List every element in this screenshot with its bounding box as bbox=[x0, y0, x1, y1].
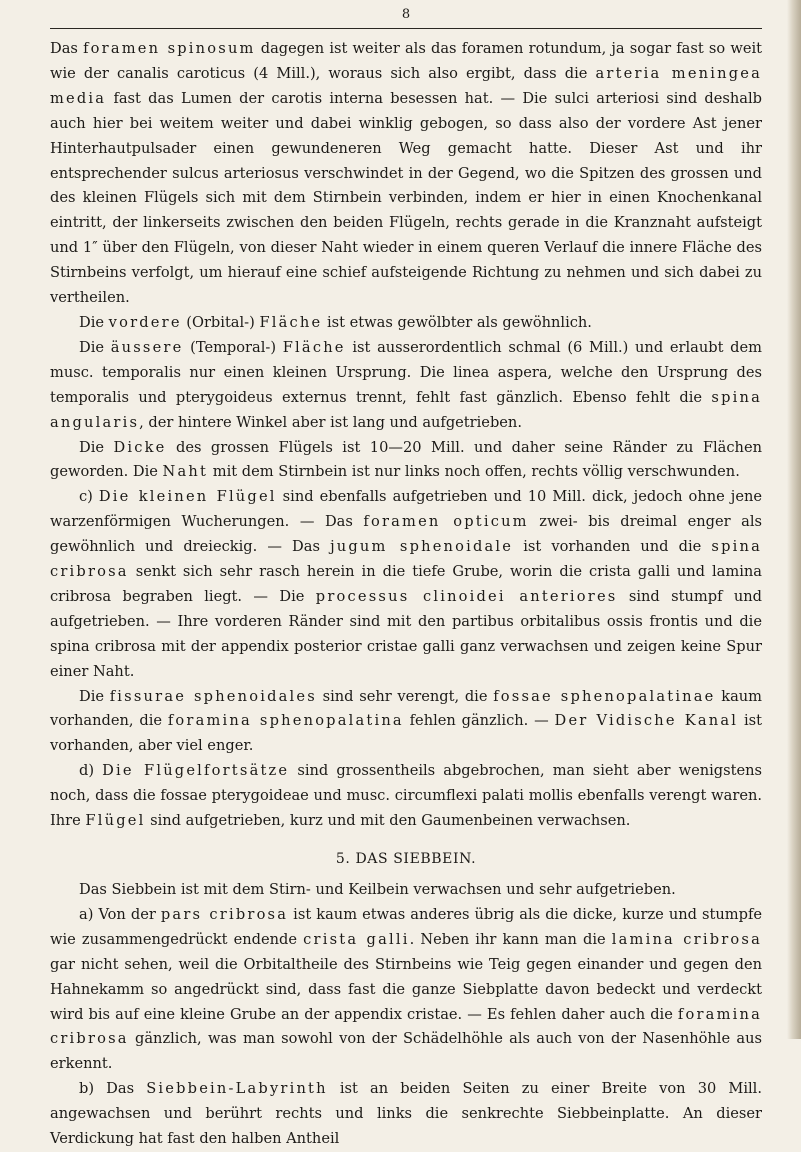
text-run: sind stumpf und aufgetrieben. — Ihre vorderen Ränder sind mit den partibus orbitalibus ossis frontis und die spina cribrosa mit der appendix posterior cristae galli ganz verwachsen und zeigen keine Spur einer Naht. bbox=[50, 587, 762, 680]
spaced-term: Flügel bbox=[85, 812, 146, 830]
text-run: b) Das bbox=[79, 1080, 147, 1098]
text-run: zwei- bis dreimal enger als gewöhnlich und dreieckig. — Das bbox=[50, 513, 762, 556]
page-edge-shadow bbox=[787, 0, 801, 1039]
text-run: dagegen ist weiter als das foramen rotundum, ja sogar fast so weit wie der canalis caroticus (4 Mill.), woraus sich also ergibt, dass die bbox=[50, 40, 762, 82]
text-run: fast das Lumen der carotis interna besessen hat. — Die sulci arteriosi sind deshalb auch hier bei weitem weiter und dabei winklig gebogen, so dass also der vordere Ast jener Hinterhautpulsader einen gewundeneren Weg gemacht hatte. Dieser Ast und ihr entsprechender sulcus arteriosus verschwindet in der Gegend, wo die Spitzen des grossen und des kleinen Flügels sich mit dem Stirnbein verbinden, indem er hier in einen Knochenkanal eintritt, der linkerseits zwischen den beiden Flügeln, rechts gerade in die Kranznaht aufsteigt und 1″ über den Flügeln, von dieser Naht wieder in einem queren Verlauf die innere Fläche des Stirnbeins verfolgt, um hierauf eine schief aufsteigende Richtung zu nehmen und sich dabei zu vertheilen. bbox=[50, 89, 762, 307]
paragraph bbox=[50, 1077, 762, 1152]
spaced-term: foramina sphenopalatina bbox=[167, 712, 404, 730]
spaced-term: Siebbein-Labyrinth bbox=[146, 1080, 328, 1098]
text-run: Die bbox=[79, 313, 109, 331]
text-run: , der hintere Winkel aber ist lang und aufgetrieben. bbox=[139, 413, 522, 431]
text-run: sind ebenfalls aufgetrieben und 10 Mill. dick, jedoch ohne jene warzenförmigen Wucherungen. — Das bbox=[50, 488, 762, 531]
text-run: sind aufgetrieben, kurz und mit den Gaumenbeinen verwachsen. bbox=[145, 812, 631, 830]
page bbox=[50, 6, 762, 1152]
text-run: ist vorhanden und die bbox=[513, 538, 712, 556]
spaced-term: crista galli bbox=[303, 930, 410, 948]
paragraph bbox=[50, 759, 762, 834]
paragraph bbox=[50, 485, 762, 684]
spaced-term: vordere bbox=[108, 313, 182, 331]
text-run: ist vorhanden, aber viel enger. bbox=[50, 712, 762, 755]
paragraph bbox=[50, 311, 762, 336]
section-heading: 5. DAS SIEBBEIN. bbox=[335, 851, 477, 867]
paragraph bbox=[50, 436, 762, 486]
text-run: Die bbox=[79, 438, 114, 456]
paragraph bbox=[50, 903, 762, 1077]
text-run: gänzlich, was man sowohl von der Schädelhöhle als auch von der Nasenhöhle aus erkennt. bbox=[50, 1030, 762, 1073]
spaced-term: spina cribrosa bbox=[50, 538, 763, 581]
paragraph bbox=[50, 685, 762, 760]
paragraph bbox=[50, 37, 762, 311]
spaced-term: foramina cribrosa bbox=[50, 1005, 762, 1048]
text-run: senkt sich sehr rasch herein in die tiefe Grube, worin die crista galli und lamina cribrosa begraben liegt. — Die bbox=[50, 563, 762, 605]
text-run: ist an beiden Seiten zu einer Breite von 30 Mill. angewachsen und berührt rechts und links die senkrechte Siebbeinplatte. An dieser Verdickung hat fast den halben Antheil bbox=[50, 1080, 762, 1148]
paragraph bbox=[50, 878, 762, 903]
spaced-term: fossae sphenopalatinae bbox=[493, 687, 716, 705]
spaced-term: Dicke bbox=[113, 438, 167, 456]
spaced-term: foramen spinosum bbox=[83, 40, 256, 57]
text-run: a) Von der bbox=[79, 905, 161, 923]
spaced-term: pars cribrosa bbox=[160, 905, 289, 923]
page-number: 8 bbox=[401, 7, 411, 22]
spaced-term: Fläche bbox=[282, 338, 346, 356]
text-run: ist etwas gewölbter als gewöhnlich. bbox=[322, 313, 592, 331]
spaced-term: foramen opticum bbox=[363, 513, 529, 531]
text-run: gar nicht sehen, weil die Orbitaltheile des Stirnbeins wie Teig gegen einander und gegen den Hahnekamm so angedrückt sind, dass fast die ganze Siebplatte davon bedeckt und verdeckt wird bis auf eine kleine Grube an der appendix cristae. — Es fehlen daher auch die bbox=[50, 955, 762, 1023]
text-run: kaum vorhanden, die bbox=[50, 687, 763, 730]
spaced-term: processus clinoidei anteriores bbox=[315, 587, 618, 605]
paragraph bbox=[50, 336, 762, 436]
body-text-section-4 bbox=[50, 37, 762, 834]
text-run: sind sehr verengt, die bbox=[316, 687, 494, 705]
text-run: c) bbox=[79, 488, 99, 506]
header-rule bbox=[50, 28, 762, 29]
text-run: Das Siebbein ist mit dem Stirn- und Keilbein verwachsen und sehr aufgetrieben. bbox=[79, 881, 676, 898]
text-run: . Neben ihr kann man die bbox=[409, 930, 612, 948]
text-run: ist kaum etwas anderes übrig als die dicke, kurze und stumpfe wie zusammengedrückt endende bbox=[50, 905, 762, 948]
spaced-term: Fläche bbox=[259, 313, 323, 331]
body-text-section-5 bbox=[50, 878, 762, 1152]
text-run: (Orbital-) bbox=[181, 313, 260, 331]
text-run: mit dem Stirnbein ist nur links noch offen, rechts völlig verschwunden. bbox=[208, 463, 740, 481]
spaced-term: äussere bbox=[110, 338, 184, 356]
text-run: Die bbox=[79, 338, 111, 356]
spaced-term: Naht bbox=[162, 463, 209, 481]
text-run: sind grossentheils abgebrochen, man sieht aber wenigstens noch, dass die fossae pterygoideae und musc. circumflexi palati mollis ebenfalls verengt waren. Ihre bbox=[50, 762, 762, 830]
text-run: (Temporal-) bbox=[183, 338, 283, 356]
spaced-term: Die kleinen Flügel bbox=[98, 488, 277, 506]
spaced-term: arteria meningea media bbox=[50, 64, 762, 107]
text-run: Die bbox=[79, 687, 110, 705]
text-run: fehlen gänzlich. — bbox=[403, 712, 555, 730]
spaced-term: Die Flügelfortsätze bbox=[102, 762, 290, 780]
text-run: ist ausserordentlich schmal (6 Mill.) und erlaubt dem musc. temporalis nur einen kleinen Ursprung. Die linea aspera, welche den Ursprung des temporalis und pterygoideus externus trennt, fehlt fast gänzlich. Ebenso fehlt die bbox=[50, 338, 762, 406]
spaced-term: jugum sphenoidale bbox=[330, 538, 514, 556]
spaced-term: spina angularis bbox=[50, 388, 762, 431]
spaced-term: Der Vidische Kanal bbox=[554, 712, 739, 730]
text-run: d) bbox=[79, 762, 103, 780]
text-run: Das bbox=[50, 40, 84, 57]
text-run: des grossen Flügels ist 10—20 Mill. und daher seine Ränder zu Flächen geworden. Die bbox=[50, 438, 762, 481]
spaced-term: lamina cribrosa bbox=[611, 930, 762, 948]
spaced-term: fissurae sphenoidales bbox=[109, 687, 317, 705]
